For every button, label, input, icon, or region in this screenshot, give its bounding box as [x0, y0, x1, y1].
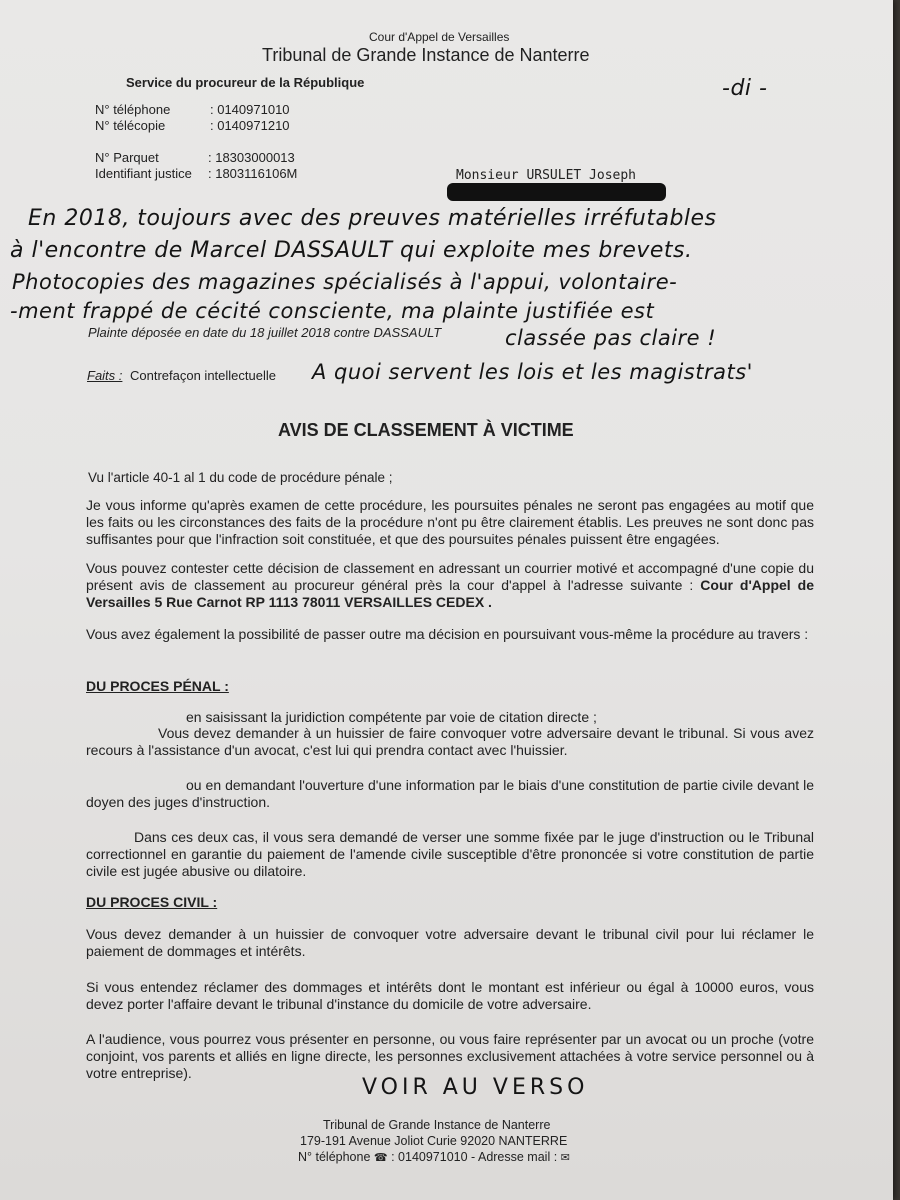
penal-item-3: ou en demandant l'ouverture d'une information par le biais d'une constitution de partie civile devant le doyen des juges d'instruction. — [86, 777, 814, 810]
phone-value: : 0140971010 — [210, 102, 290, 117]
contest-paragraph — [86, 560, 814, 611]
contest-address: Cour d'Appel de Versailles 5 Rue Carnot RP 1113 78011 VERSAILLES CEDEX . — [86, 577, 815, 610]
handwritten-line-5: classée pas claire ! — [505, 326, 717, 350]
justice-id-value: : 1803116106M — [208, 166, 298, 181]
footer-phone-label: N° téléphone — [298, 1150, 371, 1164]
court-appeal-name: Cour d'Appel de Versailles — [369, 30, 510, 44]
handwritten-line-3: Photocopies des magazines spécialisés à l'appui, volontaire- — [12, 270, 678, 294]
penal-item-2: Vous devez demander à un huissier de faire convoquer votre adversaire devant le tribunal. Si vous avez recours à l'assistance d'un avocat, c'est lui qui prendra contact avec l'huissier. — [86, 725, 814, 758]
handwritten-line-6: A quoi servent les lois et les magistrats' — [312, 360, 753, 384]
penal-heading: DU PROCES PÉNAL : — [86, 678, 229, 694]
civil-item-3: A l'audience, vous pourrez vous présenter en personne, ou vous faire représenter par un avocat ou un proche (votre conjoint, vos parents et alliés en ligne directe, les personnes exclusivement attachées à votre service personnel ou à votre entreprise). — [86, 1031, 814, 1081]
redaction-bar — [447, 183, 666, 201]
contest-text: Vous pouvez contester cette décision de classement en adressant un courrier motivé et accompagné d'une copie du présent avis de classement au procureur général près la cour d'appel à l'adresse suivante : — [86, 560, 814, 593]
telephone-icon: ☎ — [373, 1152, 388, 1164]
footer-tribunal: Tribunal de Grande Instance de Nanterre — [323, 1118, 551, 1132]
justice-id-label: Identifiant justice — [95, 166, 192, 181]
fax-label: N° télécopie — [95, 118, 166, 133]
tribunal-name: Tribunal de Grande Instance de Nanterre — [262, 45, 590, 65]
fax-value: : 0140971210 — [210, 118, 290, 133]
parquet-label: N° Parquet — [95, 150, 159, 165]
article-paragraph: Vu l'article 40-1 al 1 du code de procédure pénale ; — [88, 470, 393, 485]
penal-item-4: Dans ces deux cas, il vous sera demandé de verser une somme fixée par le juge d'instruction ou le Tribunal correctionnel en garantie du paiement de l'amende civile susceptible d'être prononcée si votre constitution de partie civile est jugée abusive ou dilatoire. — [86, 829, 814, 879]
document-title: AVIS DE CLASSEMENT À VICTIME — [278, 420, 574, 440]
handwritten-verso-note: VOIR AU VERSO — [362, 1075, 589, 1100]
recipient-name: Monsieur URSULET Joseph — [456, 168, 637, 183]
complaint-line: Plainte déposée en date du 18 juillet 2018 contre DASSAULT — [88, 325, 442, 340]
facts-value: Contrefaçon intellectuelle — [130, 368, 276, 383]
outre-paragraph: Vous avez également la possibilité de passer outre ma décision en poursuivant vous-même la procédure au travers : — [86, 626, 809, 642]
footer-contact — [298, 1150, 570, 1164]
civil-item-1: Vous devez demander à un huissier de convoquer votre adversaire devant le tribunal civil pour lui réclamer le paiement de dommages et intérêts. — [86, 926, 814, 959]
facts-label: Faits : — [87, 368, 123, 383]
service-name: Service du procureur de la République — [126, 75, 365, 90]
inform-paragraph: Je vous informe qu'après examen de cette procédure, les poursuites pénales ne seront pas engagées au motif que les faits ou les circonstances des faits de la procédure n'ont pu être clairement établis. Les preuves ne sont donc pas suffisantes pour que l'infraction soit constituée, et que des poursuites pénales puissent être engagées. — [86, 497, 814, 547]
handwritten-line-1: En 2018, toujours avec des preuves matérielles irréfutables — [28, 206, 717, 231]
handwritten-line-4: -ment frappé de cécité consciente, ma plainte justifiée est — [10, 299, 655, 323]
parquet-value: : 18303000013 — [208, 150, 295, 165]
footer-address: 179-191 Avenue Joliot Curie 92020 NANTERRE — [300, 1134, 568, 1148]
footer-phone-value: : 0140971010 - Adresse mail : — [391, 1150, 558, 1164]
civil-item-2: Si vous entendez réclamer des dommages et intérêts dont le montant est inférieur ou égal à 10000 euros, vous devez porter l'affaire devant le tribunal d'instance du domicile de votre adversaire. — [86, 979, 814, 1012]
corner-handwritten-mark: -di - — [722, 76, 768, 101]
envelope-icon: ✉ — [560, 1152, 570, 1164]
handwritten-line-2: à l'encontre de Marcel DASSAULT qui exploite mes brevets. — [10, 238, 693, 263]
penal-item-1: en saisissant la juridiction compétente par voie de citation directe ; — [186, 709, 597, 725]
phone-label: N° téléphone — [95, 102, 171, 117]
civil-heading: DU PROCES CIVIL : — [86, 894, 218, 910]
